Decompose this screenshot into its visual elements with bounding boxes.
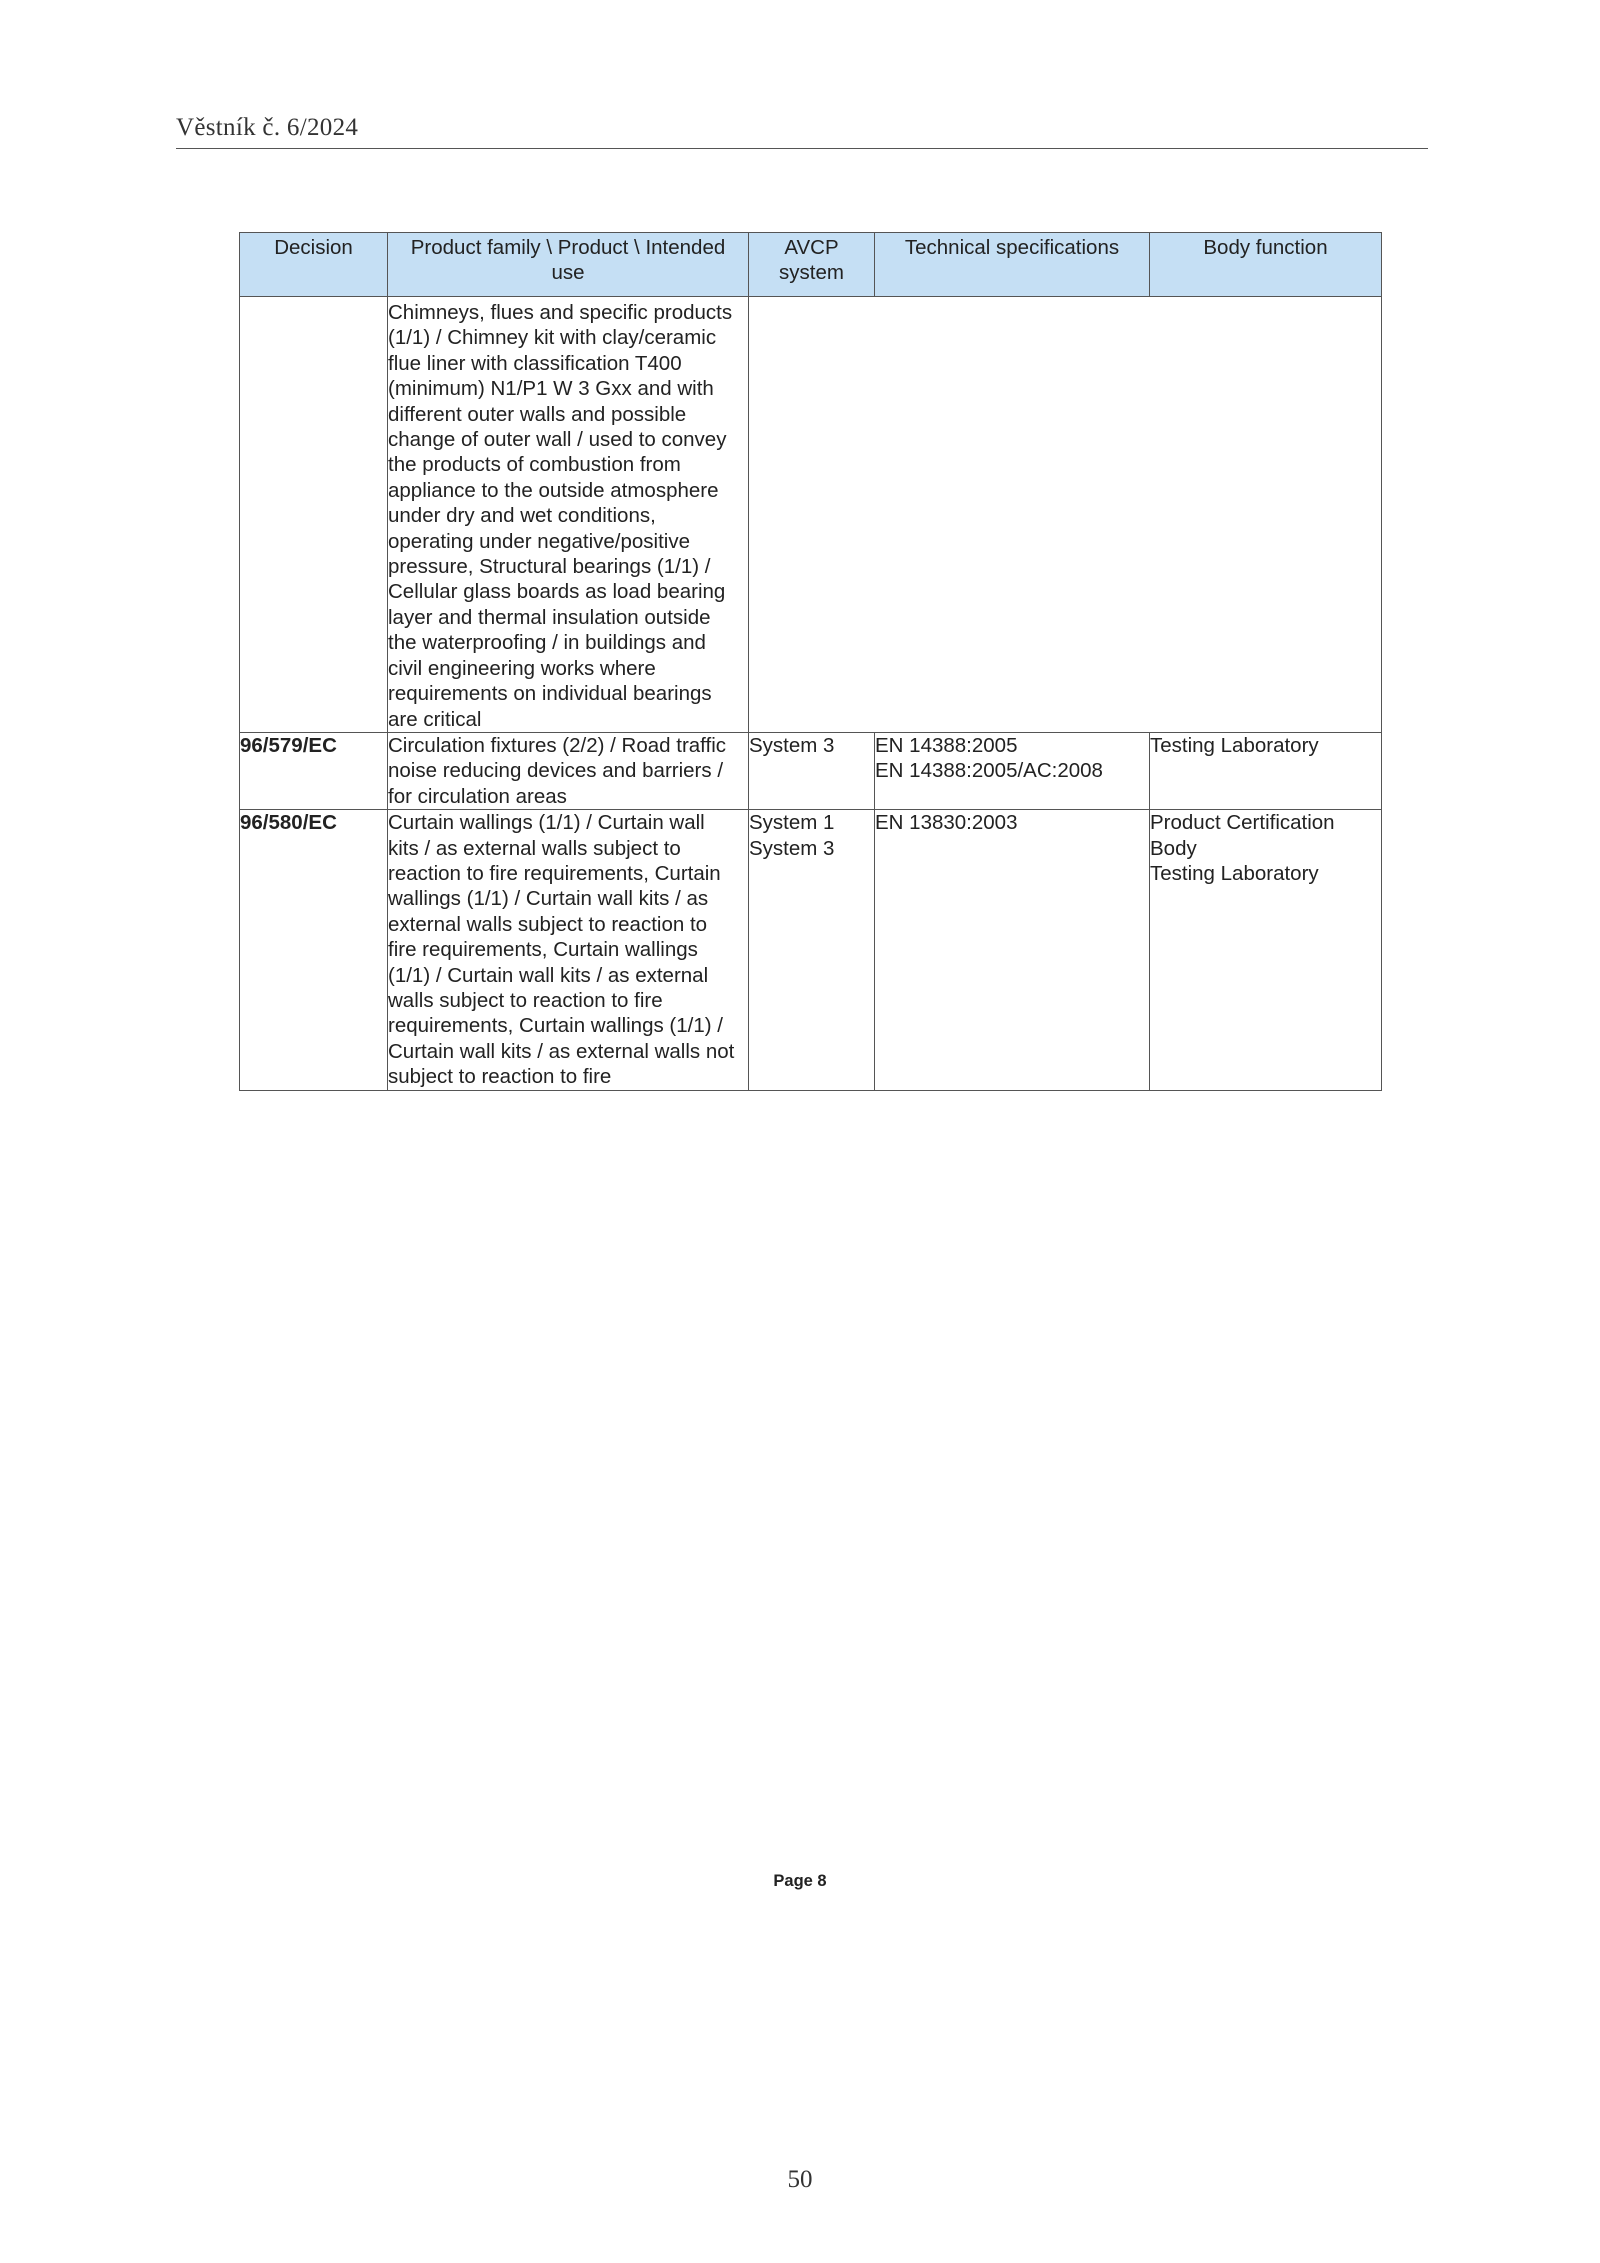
body-function-cell: Testing Laboratory [1150,732,1382,809]
decision-cell [240,297,388,733]
avcp-cell: System 3 [749,732,875,809]
avcp-cell: System 1 System 3 [749,810,875,1090]
product-cell: Circulation fixtures (2/2) / Road traffic noise reducing devices and barriers / for circulation areas [388,732,749,809]
running-header-title: Věstník č. 6/2024 [176,114,359,141]
avcp-cell [749,297,875,733]
specs-cell: EN 14388:2005 EN 14388:2005/AC:2008 [875,732,1150,809]
table-row [240,297,1382,733]
header-technical-specifications: Technical specifications [875,233,1150,297]
decision-cell: 96/580/EC [240,810,388,1090]
page-label: Page 8 [773,1872,827,1890]
header-body-function: Body function [1150,233,1382,297]
product-table [239,232,1382,1091]
table-row [240,810,1382,1090]
header-decision: Decision [240,233,388,297]
product-cell: Curtain wallings (1/1) / Curtain wall kits / as external walls subject to reaction to fire requirements, Curtain wallings (1/1) / Curtain wall kits / as external walls subject to reaction to fire requirements, Curtain wallings (1/1) / Curtain wall kits / as external walls subject to reaction to fire requirements, Curtain wallings (1/1) / Curtain wall kits / as external walls not subject to reaction to fire [388,810,749,1090]
table-row [240,732,1382,809]
body-function-cell [1150,297,1382,733]
decision-cell: 96/579/EC [240,732,388,809]
running-header [176,112,1428,149]
body-function-cell: Product Certification Body Testing Laboratory [1150,810,1382,1090]
specs-cell: EN 13830:2003 [875,810,1150,1090]
product-cell: Chimneys, flues and specific products (1/1) / Chimney kit with clay/ceramic flue liner with classification T400 (minimum) N1/P1 W 3 Gxx and with different outer walls and possible change of outer wall / used to convey the products of combustion from appliance to the outside atmosphere under dry and wet conditions, operating under negative/positive pressure, Structural bearings (1/1) / Cellular glass boards as load bearing layer and thermal insulation outside the waterproofing / in buildings and civil engineering works where requirements on individual bearings are critical [388,297,749,733]
page-number: 50 [787,2166,813,2193]
table-header-row [240,233,1382,297]
header-avcp-system: AVCP system [749,233,875,297]
header-product-family: Product family \ Product \ Intended use [388,233,749,297]
specs-cell [875,297,1150,733]
